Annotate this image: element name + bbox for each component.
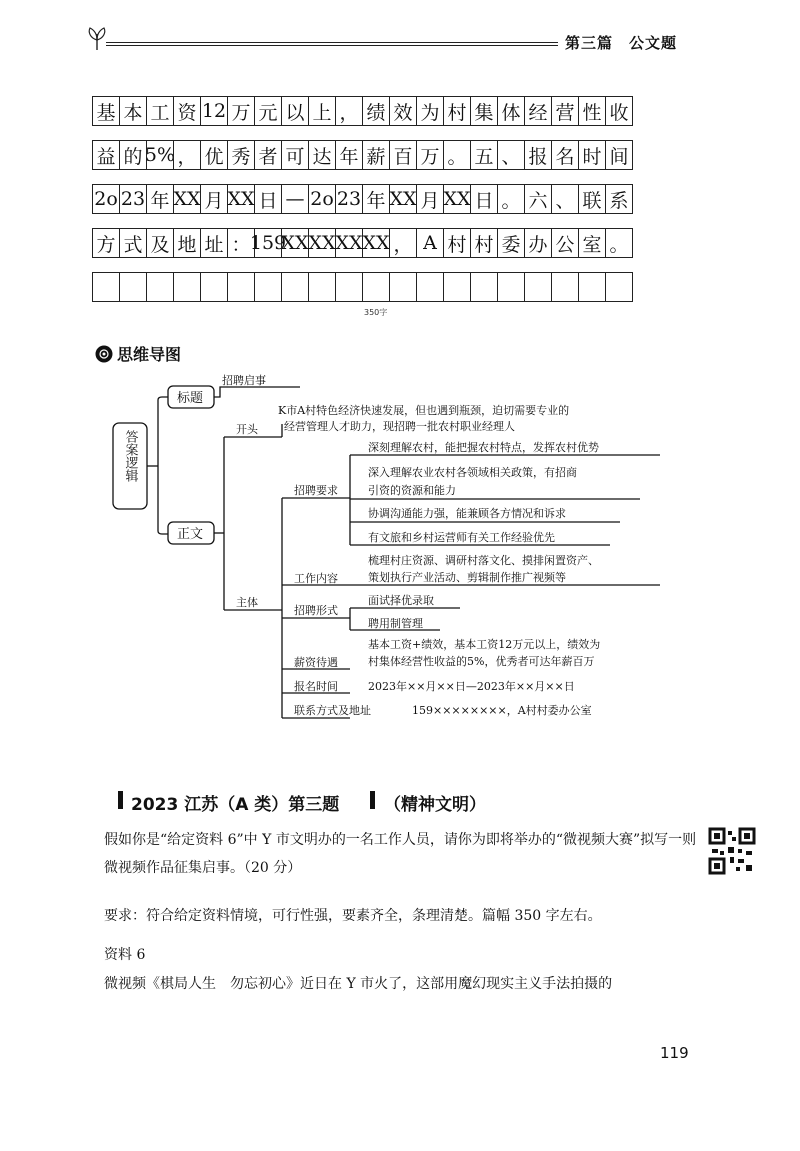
grid-cell: 上 xyxy=(308,96,336,126)
grid-cell: A xyxy=(416,228,444,258)
title-node-label: 标题 xyxy=(177,391,204,406)
grid-cell: 集 xyxy=(470,96,498,126)
req-item-2a: 深入理解农业农村各领域相关政策，有招商 xyxy=(368,466,577,479)
qr-code-icon[interactable] xyxy=(708,827,756,875)
grid-cell: ： xyxy=(227,228,255,258)
grid-cell: XX xyxy=(308,228,336,258)
main-label: 主体 xyxy=(236,596,258,609)
grid-cell: — xyxy=(281,184,309,214)
req-item-2b: 引资的资源和能力 xyxy=(368,484,456,497)
grid-cell: 公 xyxy=(551,228,579,258)
material-label: 资料 6 xyxy=(104,947,146,963)
grid-cell: 地 xyxy=(173,228,201,258)
grid-cell: 可 xyxy=(281,140,309,170)
grid-cell: 室 xyxy=(578,228,606,258)
grid-cell: ， xyxy=(335,96,363,126)
grid-cell: 收 xyxy=(605,96,633,126)
grid-cell: 12 xyxy=(200,96,228,126)
grid-cell: 万 xyxy=(227,96,255,126)
grid-cell: 办 xyxy=(524,228,552,258)
word-count-label: 350字 xyxy=(364,308,388,317)
question-title: 2023 江苏（A 类）第三题 xyxy=(131,795,340,815)
title-value: 招聘启事 xyxy=(222,374,266,387)
grid-cell: 体 xyxy=(497,96,525,126)
body-node-label: 正文 xyxy=(177,527,204,542)
grid-cell: 益 xyxy=(92,140,120,170)
grid-cell: 、 xyxy=(551,184,579,214)
grid-cell: ， xyxy=(389,228,417,258)
grid-cell: 月 xyxy=(200,184,228,214)
title-bar-left xyxy=(118,791,123,809)
grid-cell: 效 xyxy=(389,96,417,126)
grid-cell: 5% xyxy=(146,140,174,170)
grid-cell: 。 xyxy=(497,184,525,214)
work-label: 工作内容 xyxy=(294,572,338,585)
requirements-label: 招聘要求 xyxy=(294,484,338,497)
opening-text-2: 经营管理人才助力，现招聘一批农村职业经理人 xyxy=(284,420,515,433)
question-requirements: 要求：符合给定资料情境，可行性强，要素齐全，条理清楚。篇幅 350 字左右。 xyxy=(104,908,602,924)
opening-text-1: K市A村特色经济快速发展，但也遇到瓶颈，迫切需要专业的 xyxy=(278,404,570,417)
salary-text-2: 村集体经营性收益的5%，优秀者可达年薪百万 xyxy=(368,655,595,668)
grid-cell: 为 xyxy=(416,96,444,126)
title-bar-right xyxy=(370,791,375,809)
grid-cell: 月 xyxy=(416,184,444,214)
grid-cell: 系 xyxy=(605,184,633,214)
grid-cell: 报 xyxy=(524,140,552,170)
grid-cell: 村 xyxy=(443,228,471,258)
grid-cell: 、 xyxy=(497,140,525,170)
salary-label: 薪资待遇 xyxy=(294,656,338,669)
grid-cell: 名 xyxy=(551,140,579,170)
grid-cell: 式 xyxy=(119,228,147,258)
form-item-1: 面试择优录取 xyxy=(368,594,434,607)
work-text-2: 策划执行产业活动、剪辑制作推广视频等 xyxy=(368,571,566,584)
req-item-3: 协调沟通能力强，能兼顾各方情况和诉求 xyxy=(368,507,566,520)
signup-text: 2023年××月××日—2023年××月××日 xyxy=(368,680,575,693)
grid-cell: 方 xyxy=(92,228,120,258)
grid-cell: ， xyxy=(173,140,201,170)
grid-cell: XX xyxy=(227,184,255,214)
grid-cell: 达 xyxy=(308,140,336,170)
grid-cell: 联 xyxy=(578,184,606,214)
grid-cell: 。 xyxy=(443,140,471,170)
grid-cell: XX xyxy=(389,184,417,214)
grid-cell: 年 xyxy=(335,140,363,170)
form-item-2: 聘用制管理 xyxy=(368,617,423,630)
grid-cell: 万 xyxy=(416,140,444,170)
grid-cell: 工 xyxy=(146,96,174,126)
contact-text: 159××××××××，A村村委办公室 xyxy=(412,704,592,717)
grid-cell: 营 xyxy=(551,96,579,126)
grid-cell: 薪 xyxy=(362,140,390,170)
grid-cell: 绩 xyxy=(362,96,390,126)
opening-label: 开头 xyxy=(236,423,258,436)
grid-cell: 五 xyxy=(470,140,498,170)
grid-cell: 址 xyxy=(200,228,228,258)
grid-cell: 2o xyxy=(308,184,336,214)
grid-cell: 优 xyxy=(200,140,228,170)
salary-text-1: 基本工资+绩效，基本工资12万元以上，绩效为 xyxy=(368,638,601,651)
section-title: 第三篇 公文题 xyxy=(565,34,678,52)
grid-cell: 者 xyxy=(254,140,282,170)
grid-cell: XX xyxy=(362,228,390,258)
grid-cell: 以 xyxy=(281,96,309,126)
grid-cell: 基 xyxy=(92,96,120,126)
grid-cell: 村 xyxy=(470,228,498,258)
root-label: 答案逻辑 xyxy=(122,430,138,482)
grid-cell: XX xyxy=(443,184,471,214)
grid-cell: 秀 xyxy=(227,140,255,170)
page-number: 119 xyxy=(660,1044,689,1062)
mindmap-heading-text: 思维导图 xyxy=(117,345,182,364)
signup-label: 报名时间 xyxy=(294,680,338,693)
grid-cell: 资 xyxy=(173,96,201,126)
grid-cell: 日 xyxy=(254,184,282,214)
grid-cell: 及 xyxy=(146,228,174,258)
grid-cell: 元 xyxy=(254,96,282,126)
grid-cell: 2o xyxy=(92,184,120,214)
grid-cell: 时 xyxy=(578,140,606,170)
grid-cell: 159 xyxy=(254,228,282,258)
grid-cell: 六 xyxy=(524,184,552,214)
req-item-1: 深刻理解农村，能把握农村特点，发挥农村优势 xyxy=(368,441,599,454)
grid-cell: 经 xyxy=(524,96,552,126)
grid-cell: 日 xyxy=(470,184,498,214)
grid-cell: 23 xyxy=(335,184,363,214)
grid-cell: 本 xyxy=(119,96,147,126)
material-text: 微视频《棋局人生 勿忘初心》近日在 Y 市火了，这部用魔幻现实主义手法拍摄的 xyxy=(104,976,613,992)
grid-cell: 性 xyxy=(578,96,606,126)
grid-cell: 村 xyxy=(443,96,471,126)
form-label: 招聘形式 xyxy=(294,604,338,617)
grid-cell: 年 xyxy=(146,184,174,214)
grid-cell: 年 xyxy=(362,184,390,214)
grid-cell: 的 xyxy=(119,140,147,170)
grid-cell: 。 xyxy=(605,228,633,258)
grid-cell: 委 xyxy=(497,228,525,258)
question-subtitle: （精神文明） xyxy=(384,795,486,815)
grid-cell: XX xyxy=(335,228,363,258)
contact-label: 联系方式及地址 xyxy=(294,704,371,717)
grid-cell: XX xyxy=(173,184,201,214)
question-prompt: 假如你是“给定资料 6”中 Y 市文明办的一名工作人员，请你为即将举办的“微视频大赛”拟写一则微视频作品征集启事。（20 分） xyxy=(104,832,697,876)
grid-cell: XX xyxy=(281,228,309,258)
req-item-4: 有文旅和乡村运营师有关工作经验优先 xyxy=(368,531,555,544)
grid-cell: 23 xyxy=(119,184,147,214)
grid-cell: 百 xyxy=(389,140,417,170)
work-text-1: 梳理村庄资源、调研村落文化、摸排闲置资产、 xyxy=(368,554,599,567)
grid-cell: 间 xyxy=(605,140,633,170)
